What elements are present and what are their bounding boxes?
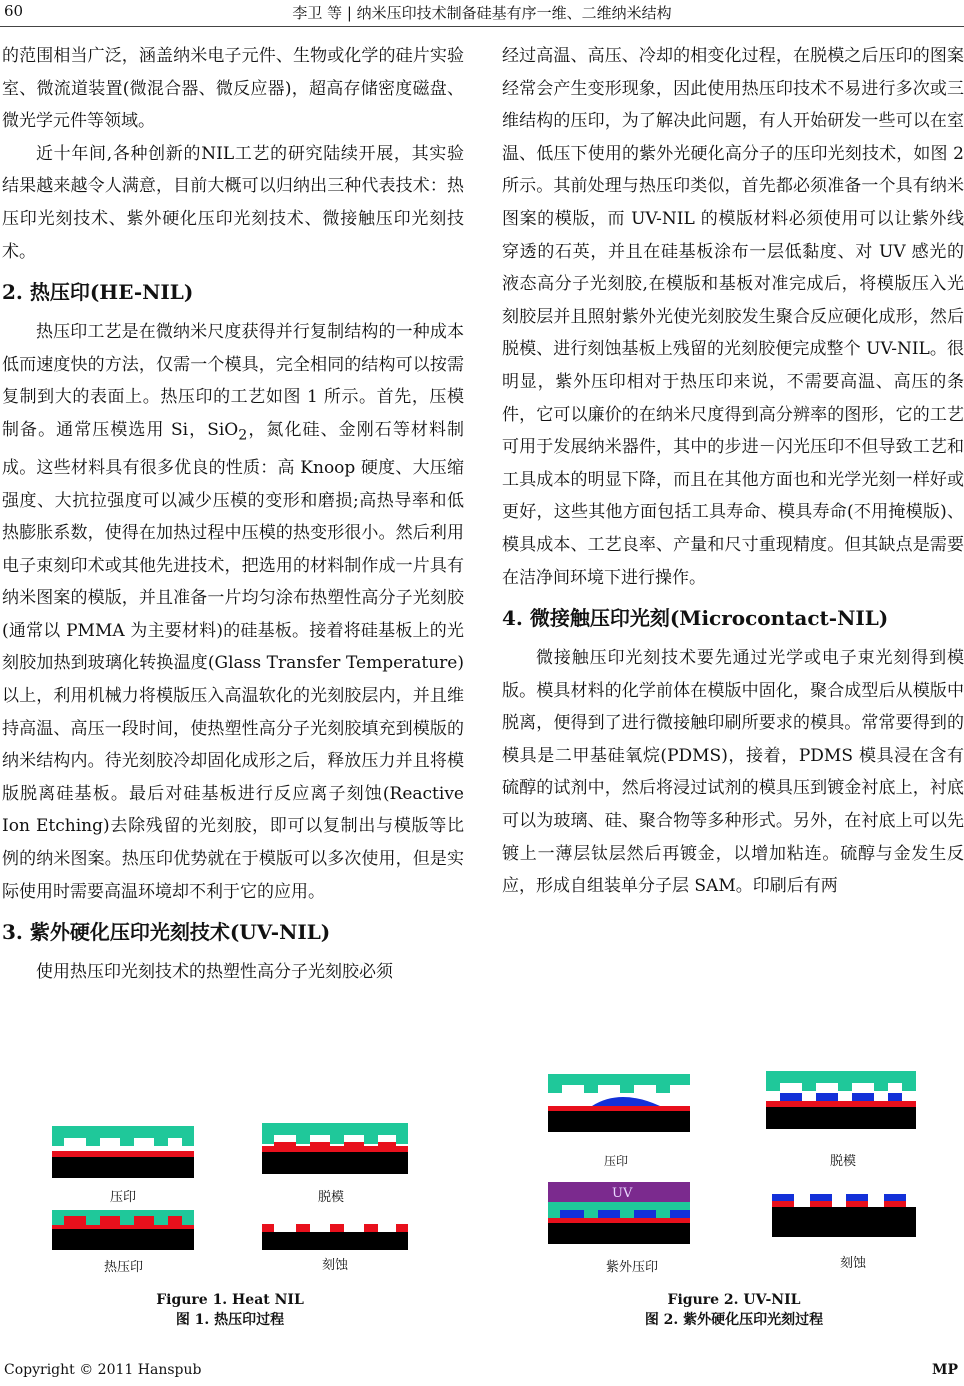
figure-2-caption — [564, 1290, 904, 1330]
fig1-press-step — [52, 1126, 194, 1178]
figure-1-caption-cn: 图 1. 热压印过程 — [175, 1312, 285, 1328]
left-paragraph-3b: ，氮化硅、金刚石等材料制成。这些材料具有很多优良的性质：高 Knoop 硬度、大压缩强度、大抗拉强度可以减少压模的变形和磨损;高热导率和低热膨胀系数，使得在加热过程中压模的热变形很小。然后利用电子束刻印术或其他先进技术，把选用的材料制作成一片具有纳米图案的模版，并且准备一片均匀涂布热塑性高分子光刻胶(通常以 PMMA 为主要材料)的硅基板。接着将硅基板上的光刻胶加热到玻璃化转换温度(Glass Transfer Temperature)以上，利用机械力将模版压入高温软化的光刻胶层内，并且维持高温、高压一段时间，使热塑性高分子光刻胶填充到模版的纳米结构内。待光刻胶冷却固化成形之后，释放压力并且将模版脱离硅基板。最后对硅基板进行反应离子刻蚀(Reactive Ion Etching)去除残留的光刻胶，即可以复制出与模版等比例的纳米图案。热压印优势就在于模版可以多次使用，但是实际使用时需要高温环境却不利于它的应用。 — [2, 419, 464, 902]
left-column — [2, 40, 464, 989]
subscript-2: 2 — [238, 427, 248, 444]
figure-2-caption-en: Figure 2. UV-NIL — [667, 1292, 801, 1308]
section-heading-3: 3. 紫外硬化压印光刻技术(UV-NIL) — [2, 920, 331, 945]
figure-1-caption — [60, 1290, 400, 1330]
figure-1-caption-en: Figure 1. Heat NIL — [156, 1292, 304, 1308]
fig1-hot-press-step — [52, 1210, 194, 1250]
fig2-label-etch: 刻蚀 — [840, 1256, 867, 1271]
left-paragraph-2: 近十年间,各种创新的NIL工艺的研究陆续开展，其实验结果越来越令人满意，目前大概可以归纳出三种代表技术：热压印光刻技术、紫外硬化压印光刻技术、微接触压印光刻技术。 — [2, 143, 464, 262]
fig2-label-uv-press: 紫外压印 — [606, 1260, 659, 1275]
section-heading-2: 2. 热压印(HE-NIL) — [2, 280, 194, 305]
left-paragraph-4: 使用热压印光刻技术的热塑性高分子光刻胶必须 — [36, 962, 393, 983]
right-column — [502, 40, 964, 903]
figure-2-caption-cn: 图 2. 紫外硬化压印光刻过程 — [644, 1312, 824, 1328]
fig1-label-etch: 刻蚀 — [322, 1258, 349, 1273]
fig2-label-press: 压印 — [604, 1154, 629, 1168]
journal-abbrev: MP — [931, 1362, 958, 1378]
right-paragraph-2: 微接触压印光刻技术要先通过光学或电子束光刻得到模版。模具材料的化学前体在模版中固化，聚合成型后从模版中脱离，便得到了进行微接触印刷所要求的模具。常常要得到的模具是二甲基硅氧烷(PDMS)，接着，PDMS 模具浸在含有硫醇的试剂中，然后将浸过试剂的模具压到镀金衬底上，衬底可以为玻璃、硅、聚合物等多种形式。另外，在衬底上可以先镀上一薄层钛层然后再镀金，以增加粘连。硫醇与金发生反应，形成自组装单分子层 SAM。印刷后有两 — [502, 648, 964, 897]
fig1-label-demold: 脱模 — [318, 1190, 345, 1205]
fig2-demold-step — [766, 1071, 916, 1129]
fig1-etch-step — [262, 1224, 408, 1250]
fig1-demold-step — [262, 1123, 408, 1174]
fig2-etch-step — [772, 1194, 916, 1237]
page-header — [0, 0, 964, 27]
copyright: Copyright © 2011 Hanspub — [4, 1362, 202, 1378]
right-paragraph-1: 经过高温、高压、冷却的相变化过程，在脱模之后压印的图案经常会产生变形现象，因此使用热压印技术不易进行多次或三维结构的压印，为了解决此问题，有人开始研发一些可以在室温、低压下使用的紫外光硬化高分子的压印光刻技术，如图 2 所示。其前处理与热压印类似，首先都必须准备一个具有纳米图案的模版，而 UV-NIL 的模版材料必须使用可以让紫外线穿透的石英，并且在硅基板涂布一层低黏度、对 UV 感光的液态高分子光刻胶,在模版和基板对准完成后，将模版压入光刻胶层并且照射紫外光使光刻胶发生聚合反应硬化成形，然后脱模、进行刻蚀基板上残留的光刻胶便完成整个 UV-NIL。很明显，紫外压印相对于热压印来说，不需要高温、高压的条件，它可以廉价的在纳米尺度得到高分辨率的图形，它的工艺可用于发展纳米器件，其中的步进－闪光压印不但导致工艺和工具成本的明显下降，而且在其他方面也和光学光刻一样好或更好，这些其他方面包括工具寿命、模具寿命(不用掩模版)、模具成本、工艺良率、产量和尺寸重现精度。但其缺点是需要在洁净间环境下进行操作。 — [502, 46, 964, 588]
running-title: 李卫 等 | 纳米压印技术制备硅基有序一维、二维纳米结构 — [292, 4, 672, 22]
section-heading-4: 4. 微接触压印光刻(Microcontact-NIL) — [502, 606, 889, 631]
fig2-press-step — [548, 1074, 690, 1132]
fig1-label-hot-press: 热压印 — [104, 1260, 144, 1275]
page-number: 60 — [4, 2, 24, 20]
fig2-label-demold: 脱模 — [830, 1154, 857, 1169]
left-paragraph-3a: 热压印工艺是在微纳米尺度获得并行复制结构的一种成本低而速度快的方法，仅需一个模具，完全相同的结构可以按需复制到大的表面上。热压印的工艺如图 1 所示。首先，压模制备。通常压模选用 Si，SiO — [2, 322, 464, 440]
left-paragraph-1: 的范围相当广泛，涵盖纳米电子元件、生物或化学的硅片实验室、微流道装置(微混合器、微反应器)，超高存储密度磁盘、微光学元件等领域。 — [2, 46, 464, 132]
fig1-label-press: 压印 — [110, 1190, 137, 1205]
figure-1-diagram — [40, 1118, 440, 1253]
fig2-label-uv-text: UV — [612, 1186, 633, 1201]
left-paragraph-3 — [2, 316, 464, 908]
